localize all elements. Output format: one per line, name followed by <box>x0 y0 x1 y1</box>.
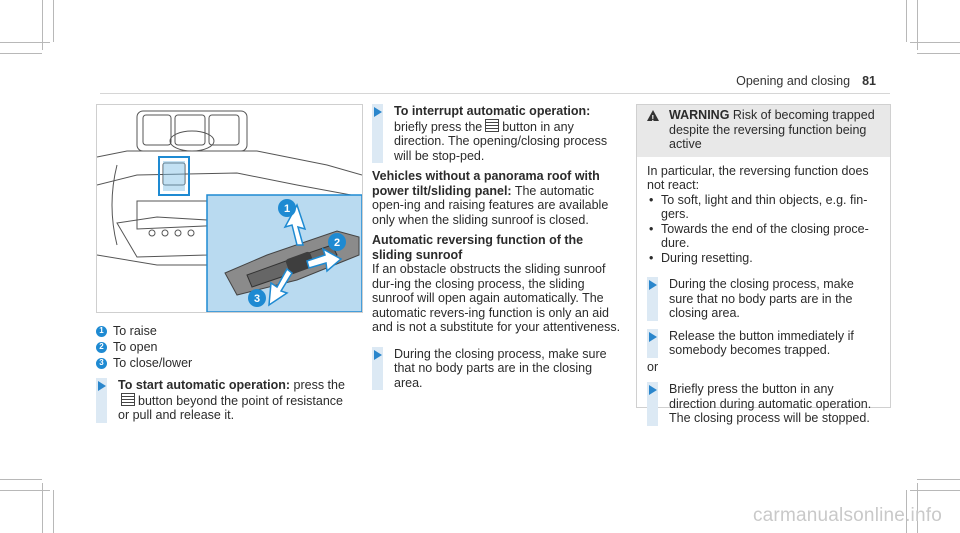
step-title: To start automatic operation: <box>118 378 291 392</box>
step-text: briefly press the <box>394 119 483 134</box>
paragraph-heading: Vehicles without a panorama roof with power tilt/sliding panel: <box>372 169 600 198</box>
auto-reversing-paragraph <box>372 233 622 335</box>
step-arrow-icon <box>374 107 382 117</box>
step-text: button in any direction. The opening/closing process will be stop-ped. <box>394 119 608 163</box>
step-arrow-icon <box>649 332 657 342</box>
callout-3: 3 <box>253 293 261 305</box>
step-interrupt-automatic <box>372 104 622 163</box>
step-title: To interrupt automatic operation: <box>394 104 591 118</box>
header-divider <box>100 93 890 94</box>
crop-mark <box>0 42 50 43</box>
step-arrow-icon <box>649 385 657 395</box>
legend-text: To close/lower <box>113 356 193 370</box>
legend-item <box>96 355 192 371</box>
crop-mark <box>0 53 42 54</box>
legend-number: 1 <box>96 326 107 337</box>
figure-legend <box>96 323 192 371</box>
warning-triangle-icon: ! <box>647 110 659 121</box>
legend-item <box>96 323 192 339</box>
warning-step <box>647 382 880 426</box>
or-text: or <box>647 359 659 374</box>
legend-item <box>96 339 192 355</box>
middle-column <box>372 104 622 390</box>
step-text: During the closing process, make sure that no body parts are in the closing area. <box>394 346 607 390</box>
warning-title: Risk of becoming trapped despite the reversing function being active <box>669 108 875 151</box>
section-title: Opening and closing <box>736 74 851 88</box>
warning-step <box>647 277 880 321</box>
callout-2: 2 <box>333 237 341 249</box>
page-header <box>736 74 876 88</box>
crop-mark <box>53 0 54 42</box>
list-item: • During resetting. <box>647 251 880 266</box>
paragraph-heading: Automatic reversing function of the sliding sunroof <box>372 233 584 262</box>
warning-list <box>647 193 880 266</box>
crop-mark <box>0 490 50 491</box>
warning-label: WARNING <box>669 108 730 122</box>
watermark: carmanualsonline.info <box>752 505 942 526</box>
paragraph-text: If an obstacle obstructs the sliding sunroof dur-ing the closing process, the sliding sunroof will open again automatically. The automatic revers-ing function is only an aid and is not a substitute for your attentiveness. <box>372 262 621 334</box>
crop-mark <box>910 42 960 43</box>
step-arrow-icon <box>649 280 657 290</box>
legend-text: To open <box>113 340 158 354</box>
vehicles-paragraph <box>372 169 622 227</box>
warning-header <box>637 105 890 157</box>
step-arrow-icon <box>98 381 106 391</box>
sunroof-button-icon <box>121 393 135 406</box>
step-text: button beyond the point of resistance or pull and release it. <box>118 393 344 422</box>
paragraph-text: The automatic open-ing and raising features are available only when the sliding sunroof is closed. <box>372 183 609 227</box>
step-text: press the <box>293 378 345 392</box>
legend-number: 2 <box>96 342 107 353</box>
page-number: 81 <box>862 74 876 88</box>
warning-intro: In particular, the reversing function does not react: <box>647 163 869 192</box>
step-arrow-icon <box>374 350 382 360</box>
warning-box <box>636 104 891 425</box>
legend-text: To raise <box>113 324 157 338</box>
crop-mark <box>906 0 907 42</box>
warning-body <box>637 157 890 433</box>
legend-number: 3 <box>96 358 107 369</box>
step-text: Briefly press the button in any direction during automatic operation. The closing process will be stopped. <box>669 382 872 425</box>
step-start-automatic <box>96 378 352 423</box>
crop-mark <box>53 490 54 533</box>
crop-mark <box>917 479 960 480</box>
sunroof-button-icon <box>485 119 499 132</box>
sunroof-switch-illustration <box>96 104 363 313</box>
callout-1: 1 <box>283 203 291 215</box>
step-text: During the closing process, make sure that no body parts are in the closing area. <box>669 277 854 320</box>
warning-step <box>647 329 880 358</box>
step-text: Release the button immediately if somebody becomes trapped. <box>669 328 854 357</box>
crop-mark <box>917 53 960 54</box>
step-during-closing <box>372 347 622 391</box>
crop-mark <box>0 479 42 480</box>
crop-mark <box>910 490 960 491</box>
list-item: • To soft, light and thin objects, e.g. fin-gers. <box>647 193 880 222</box>
list-item: • Towards the end of the closing proce-dure. <box>647 222 880 251</box>
